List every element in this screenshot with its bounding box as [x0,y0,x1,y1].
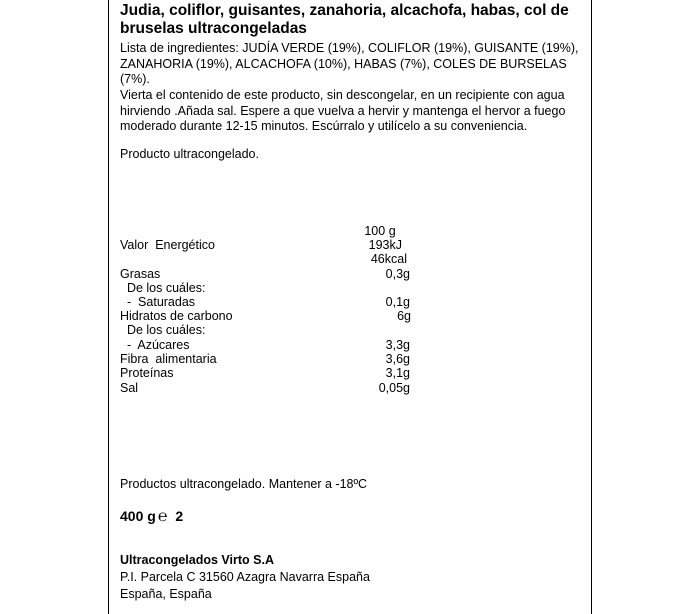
nutrition-value: 3,3g [385,338,410,352]
ingredients-list: Lista de ingredientes: JUDÍA VERDE (19%), COLIFLOR (19%), GUISANTE (19%), ZANAHORIA (19%), ALCACHOFA (10%), HABAS (7%), COLES DE BURSELAS (7%). [120,41,579,86]
nutrition-value: 0,05g [378,381,410,395]
nutrition-label: Valor Energético [120,238,215,252]
product-title: Judia, coliflor, guisantes, zanahoria, alcachofa, habas, col de bruselas ultracongeladas [120,2,569,37]
nutrition-header: 100 g [364,224,396,238]
nutrition-value: 0,3g [385,267,410,281]
manufacturer-address: P.I. Parcela C 31560 Azagra Navarra España [120,570,370,584]
nutrition-row [120,252,407,267]
nutrition-row [120,281,400,296]
nutrition-value: 46kcal [370,252,407,266]
nutrition-row [120,295,410,310]
nutrition-value: 193kJ [368,238,402,252]
storage-instructions: Productos ultracongelado. Mantener a -18ºC [120,477,368,491]
nutrition-label: Fibra alimentaria [120,352,217,366]
nutrition-value: 0,1g [385,295,410,309]
nutrition-label: De los cuáles: [120,323,206,337]
nutrition-row [120,267,410,282]
frozen-note: Producto ultracongelado. [120,147,259,161]
nutrition-value: 6g [397,309,411,323]
nutrition-row [120,309,411,324]
net-weight [120,507,183,526]
nutrition-row [120,238,400,253]
nutrition-label: Grasas [120,267,161,281]
nutrition-label: - Azúcares [120,338,190,352]
weight-amount: 400 g [120,508,156,524]
manufacturer-name: Ultracongelados Virto S.A [120,553,274,567]
manufacturer-country: España, España [120,587,212,601]
nutrition-label: De los cuáles: [120,281,206,295]
nutrition-label: Proteínas [120,366,174,380]
nutrition-row [120,366,410,381]
estimated-sign-icon: ℮ [157,508,168,525]
nutrition-label: - Saturadas [120,295,196,309]
cooking-instructions: Vierta el contenido de este producto, sin descongelar, en un recipiente con agua hirviendo .Añada sal. Espere a que vuelva a hervir y mantenga el hervor a fuego moderado durante 12-15 minutos. Escúrralo y utilícelo a su conveniencia. [120,88,566,133]
nutrition-label: Hidratos de carbono [120,309,233,323]
nutrition-row [120,323,400,338]
weight-count: 2 [175,508,184,524]
nutrition-label: Sal [120,381,139,395]
nutrition-value: 3,1g [385,366,410,380]
nutrition-row [120,338,410,353]
nutrition-value: 3,6g [385,352,410,366]
nutrition-row [120,352,410,367]
nutrition-row [120,381,410,396]
